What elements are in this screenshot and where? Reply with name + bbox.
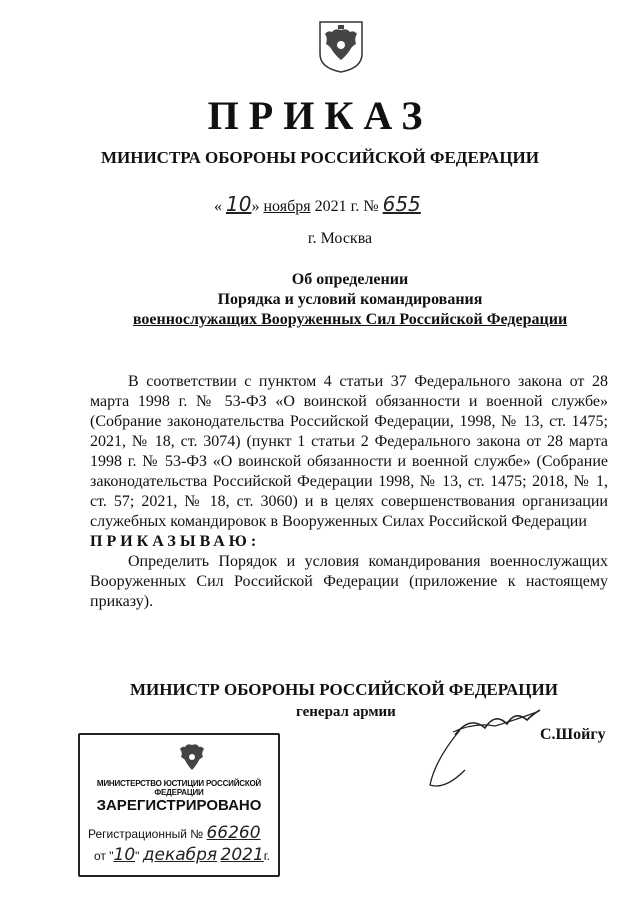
number-label: № [363, 198, 379, 215]
stamp-date-year: 2021 [220, 845, 264, 865]
stamp-registered: ЗАРЕГИСТРИРОВАНО [96, 797, 262, 814]
date-day: 10 [226, 192, 252, 216]
stamp-date-month: декабря [142, 845, 218, 865]
stamp-ministry: МИНИСТЕРСТВО ЮСТИЦИИ РОССИЙСКОЙ ФЕДЕРАЦИИ [96, 779, 262, 797]
stamp-reg-number: 66260 [206, 823, 261, 843]
subject-line-2: Порядка и условий командирования [217, 291, 483, 308]
signatory-position: МИНИСТР ОБОРОНЫ РОССИЙСКОЙ ФЕДЕРАЦИИ [130, 680, 558, 699]
signatory-name: С.Шойгу [540, 726, 606, 743]
signatory-rank: генерал армии [296, 704, 396, 720]
order-word: ПРИКАЗЫВАЮ: [90, 533, 261, 550]
order-number: 655 [382, 192, 421, 216]
registration-stamp [78, 733, 280, 877]
stamp-reg-number-line [88, 823, 261, 843]
date-month: ноября [263, 198, 311, 215]
document-title: ПРИКАЗ [207, 93, 433, 138]
order-paragraph: Определить Порядок и условия командирования военнослужащих Вооруженных Сил Российской Федерации (приложение к настоящему приказу). [90, 553, 608, 610]
stamp-date-suffix: г. [263, 849, 271, 863]
subject-line-3: военнослужащих Вооруженных Сил Российской Федерации [132, 311, 568, 328]
stamp-date-prefix: от " [94, 849, 114, 863]
city: г. Москва [307, 230, 373, 247]
stamp-emblem-icon [176, 741, 208, 777]
stamp-date-line [94, 845, 270, 865]
date-number-line [214, 192, 421, 216]
order-body [90, 372, 608, 612]
date-year: 2021 г. [314, 198, 360, 215]
subject-heading [0, 270, 640, 330]
coat-of-arms-icon [318, 20, 364, 74]
open-quote: « [214, 198, 222, 215]
stamp-date-day: 10 [113, 845, 136, 865]
stamp-date-mid: " [135, 849, 140, 863]
subject-line-1: Об определении [291, 271, 409, 288]
issuer-line: МИНИСТРА ОБОРОНЫ РОССИЙСКОЙ ФЕДЕРАЦИИ [100, 148, 540, 167]
preamble-paragraph: В соответствии с пунктом 4 статьи 37 Федерального закона от 28 марта 1998 г. № 53-ФЗ «О воинской обязанности и военной службе» (Собрание законодательства Российской Федерации, 1998, № 13, ст. 1475; 2021, № 18, ст. 3074) (пункт 1 статьи 2 Федерального закона от 28 марта 1998 г. № 53-ФЗ «О воинской обязанности и военной службе» (Собрание законодательства Российской Федерации 1998, № 13, ст. 1475; 2018, № 1, ст. 57; 2021, № 18, ст. 3060) и в целях совершенствования организации служебных командировок в Вооруженных Силах Российской Федерации [90, 373, 608, 530]
close-quote: » [251, 198, 260, 215]
stamp-reg-label: Регистрационный № [88, 827, 204, 841]
signature-icon [415, 700, 545, 800]
